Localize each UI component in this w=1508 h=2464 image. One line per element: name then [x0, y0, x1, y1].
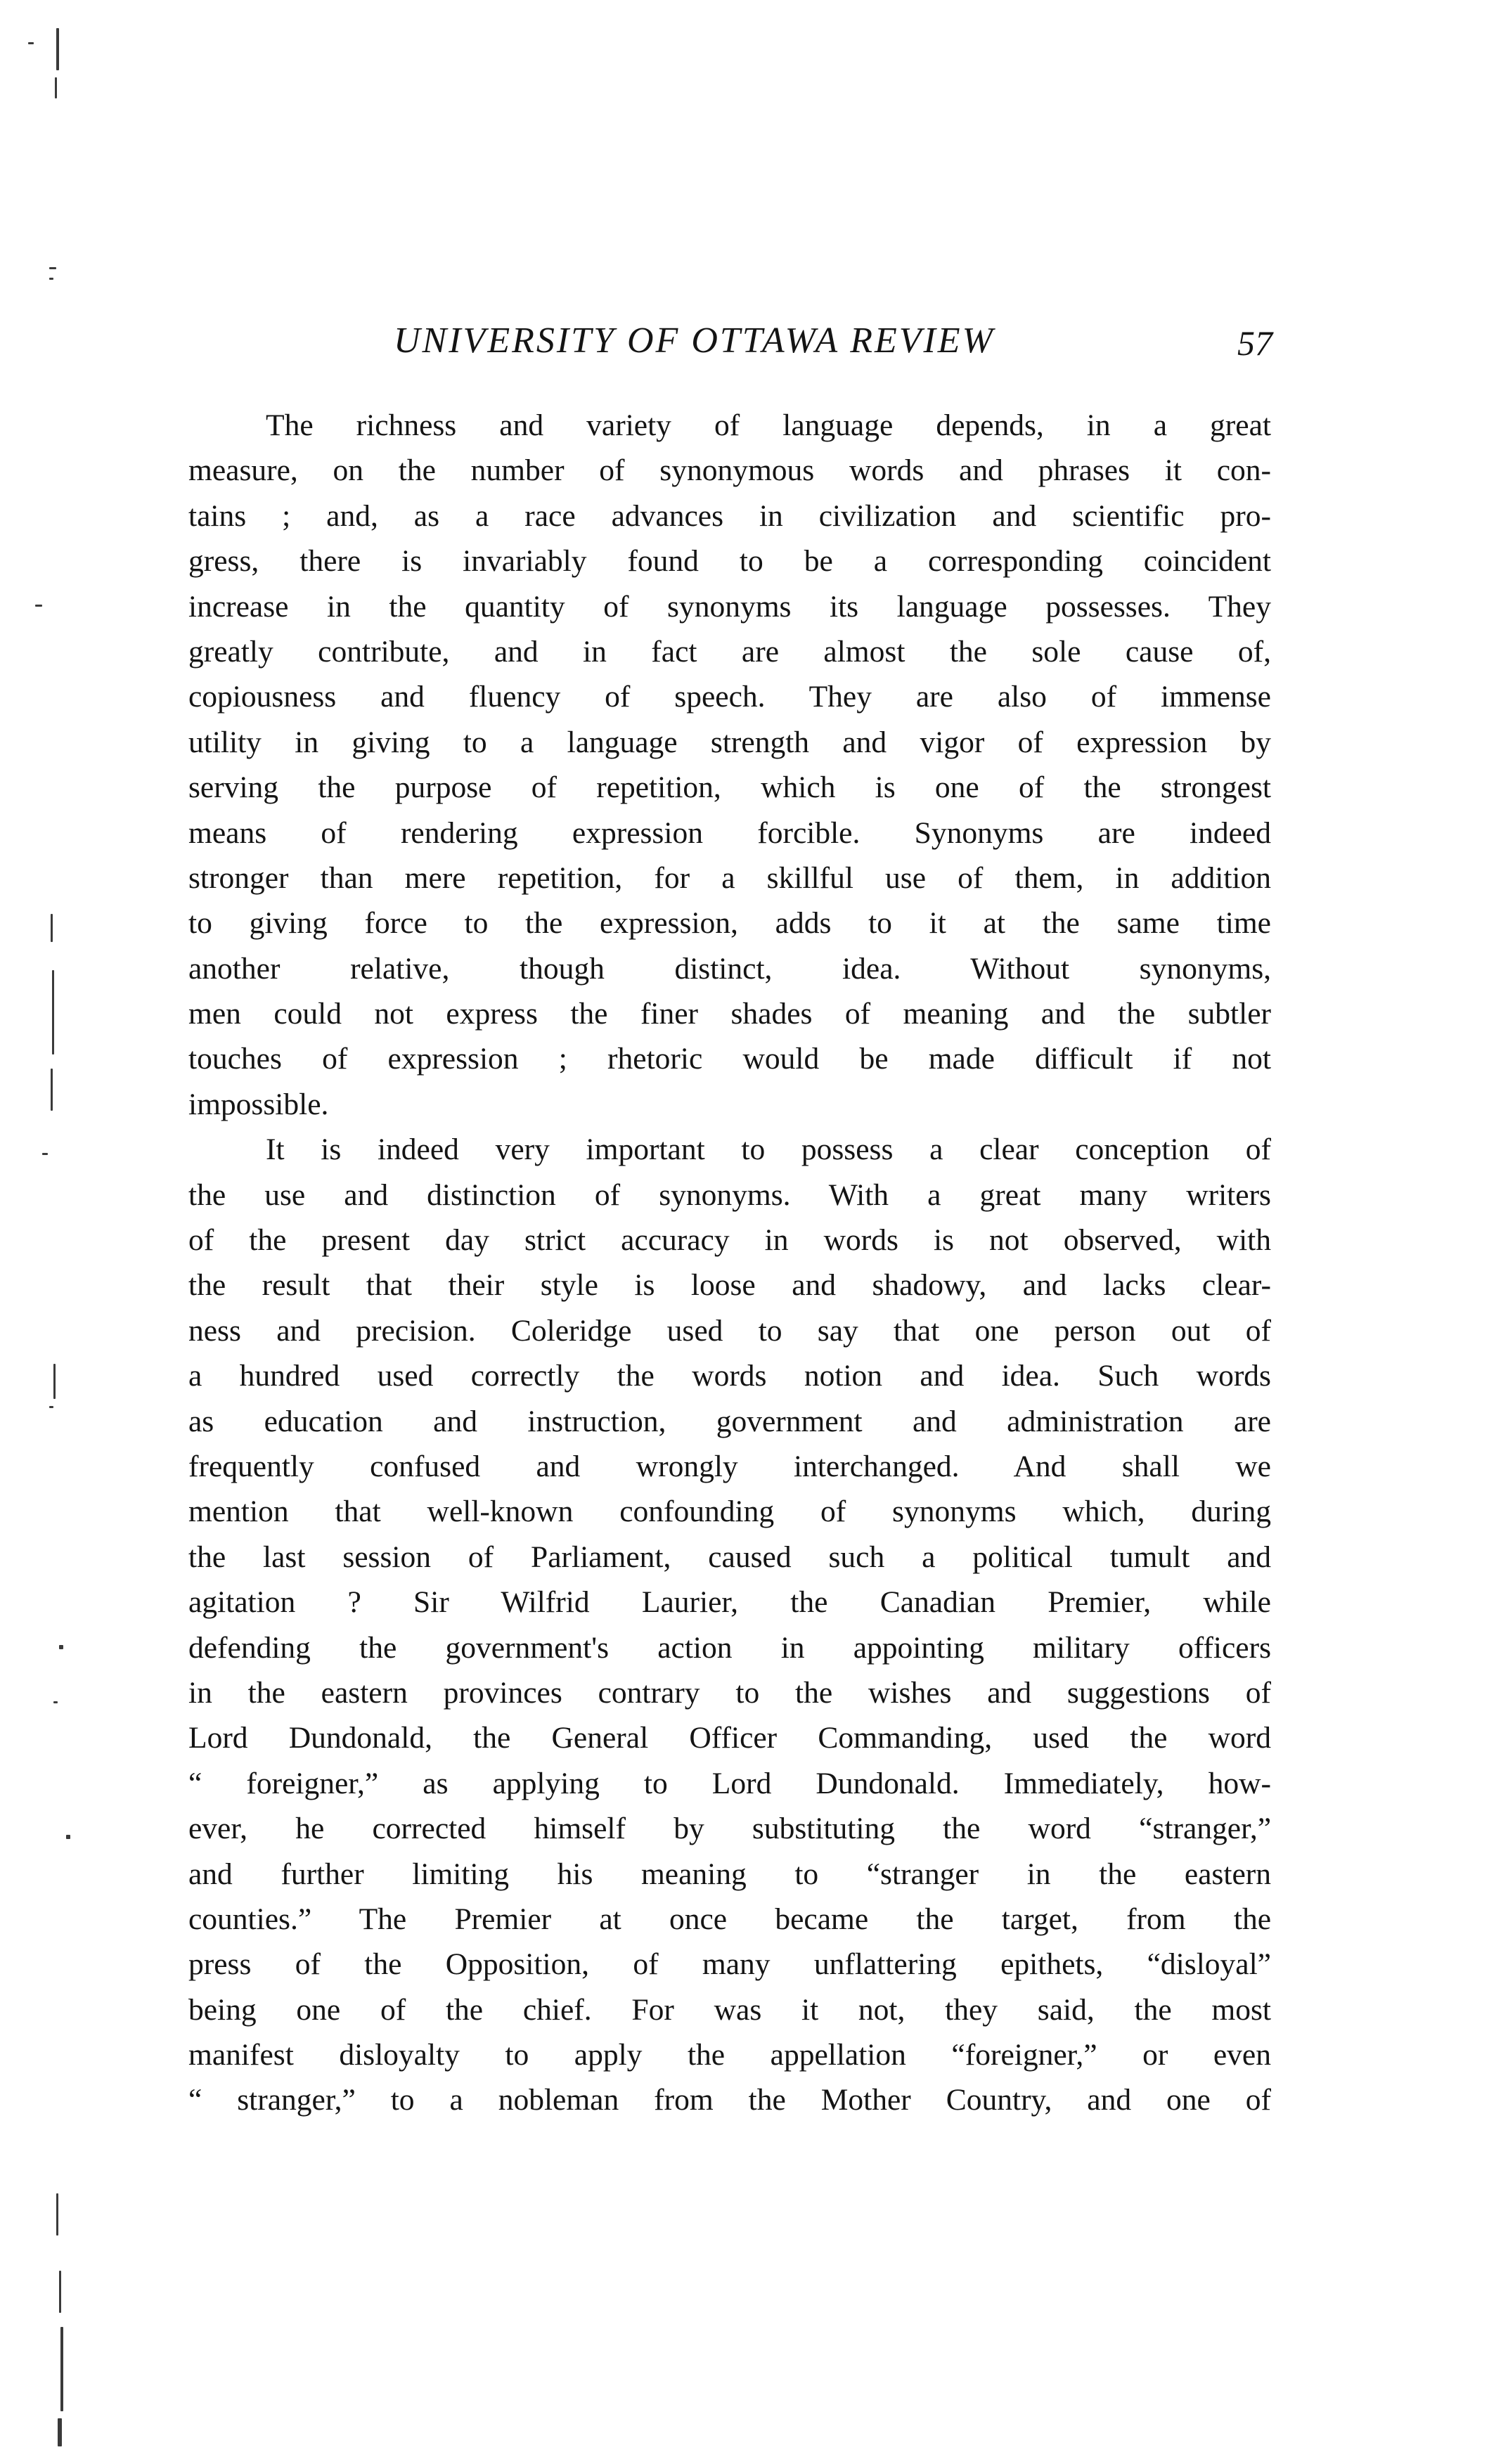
margin-speck: [55, 77, 57, 98]
text-line: greatly contribute, and in fact are almost the sole cause of,: [188, 634, 1271, 669]
text-line: in the eastern provinces contrary to the wishes and suggestions of: [188, 1675, 1271, 1710]
margin-speck: [60, 2327, 63, 2411]
page-header: [394, 320, 1272, 376]
margin-speck: [53, 1364, 56, 1399]
margin-speck: [56, 28, 59, 70]
text-line: the use and distinction of synonyms. With a great many writers: [188, 1178, 1271, 1212]
text-line: impossible.: [188, 1087, 329, 1121]
margin-speck: [51, 1069, 53, 1111]
text-line: agitation ? Sir Wilfrid Laurier, the Canadian Premier, while: [188, 1585, 1271, 1620]
text-line: defending the government's action in appointing military officers: [188, 1630, 1271, 1665]
text-line: as education and instruction, government and administration are: [188, 1404, 1271, 1438]
margin-speck: [28, 42, 34, 44]
text-line: frequently confused and wrongly interchanged. And shall we: [188, 1449, 1271, 1483]
text-line: serving the purpose of repetition, which is one of the strongest: [188, 770, 1271, 805]
text-line: counties.” The Premier at once became the target, from the: [188, 1902, 1271, 1936]
text-line: It is indeed very important to possess a clear conception of: [266, 1133, 1271, 1167]
text-line: “ foreigner,” as applying to Lord Dundonald. Immediately, how-: [188, 1766, 1271, 1800]
margin-speck: [59, 2271, 61, 2313]
page-number: 57: [1237, 323, 1272, 363]
margin-speck: [52, 970, 54, 1054]
text-line: of the present day strict accuracy in words is not observed, with: [188, 1223, 1271, 1258]
margin-speck: [49, 267, 56, 269]
text-line: measure, on the number of synonymous words and phrases it con-: [188, 453, 1271, 488]
text-line: gress, there is invariably found to be a corresponding coincident: [188, 544, 1271, 579]
text-line: utility in giving to a language strength and vigor of expression by: [188, 725, 1271, 759]
paragraph-1: [188, 403, 1271, 1127]
text-line: manifest disloyalty to apply the appellation “foreigner,” or even: [188, 2038, 1271, 2072]
margin-speck: [59, 1645, 63, 1649]
text-line: press of the Opposition, of many unflattering epithets, “disloyal”: [188, 1947, 1271, 1982]
margin-speck: [53, 1701, 58, 1703]
text-line: ever, he corrected himself by substituting the word “stranger,”: [188, 1812, 1271, 1846]
paragraph-2: [188, 1127, 1271, 2123]
text-line: a hundred used correctly the words notion and idea. Such words: [188, 1359, 1271, 1393]
page-margin-marks: [0, 0, 98, 2464]
margin-speck: [49, 278, 53, 280]
margin-speck: [66, 1835, 70, 1839]
text-line: to giving force to the expression, adds to it at the same time: [188, 906, 1271, 941]
article-body: [188, 403, 1271, 2123]
margin-speck: [58, 2418, 62, 2446]
text-line: and further limiting his meaning to “stranger in the eastern: [188, 1857, 1271, 1891]
text-line: The richness and variety of language depends, in a great: [266, 408, 1271, 442]
margin-speck: [35, 605, 42, 607]
margin-speck: [42, 1153, 48, 1155]
text-line: touches of expression ; rhetoric would be made difficult if not: [188, 1042, 1271, 1076]
text-line: copiousness and fluency of speech. They are also of immense: [188, 680, 1271, 714]
text-line: Lord Dundonald, the General Officer Commanding, used the word: [188, 1721, 1271, 1755]
text-line: stronger than mere repetition, for a skillful use of them, in addition: [188, 860, 1271, 895]
text-line: the result that their style is loose and shadowy, and lacks clear-: [188, 1268, 1271, 1303]
margin-speck: [49, 1406, 53, 1408]
text-line: being one of the chief. For was it not, they said, the most: [188, 1992, 1271, 2027]
text-line: men could not express the finer shades of meaning and the subtler: [188, 997, 1271, 1031]
text-line: means of rendering expression forcible. Synonyms are indeed: [188, 815, 1271, 850]
text-line: tains ; and, as a race advances in civilization and scientific pro-: [188, 498, 1271, 533]
text-line: ness and precision. Coleridge used to say that one person out of: [188, 1313, 1271, 1348]
margin-speck: [56, 2193, 58, 2236]
margin-speck: [51, 914, 53, 942]
text-line: “ stranger,” to a nobleman from the Mother Country, and one of: [188, 2083, 1271, 2117]
text-line: increase in the quantity of synonyms its language possesses. They: [188, 589, 1271, 624]
text-line: the last session of Parliament, caused such a political tumult and: [188, 1540, 1271, 1574]
running-head: UNIVERSITY OF OTTAWA REVIEW: [394, 321, 995, 361]
text-line: mention that well-known confounding of synonyms which, during: [188, 1495, 1271, 1529]
text-line: another relative, though distinct, idea. Without synonyms,: [188, 951, 1271, 986]
